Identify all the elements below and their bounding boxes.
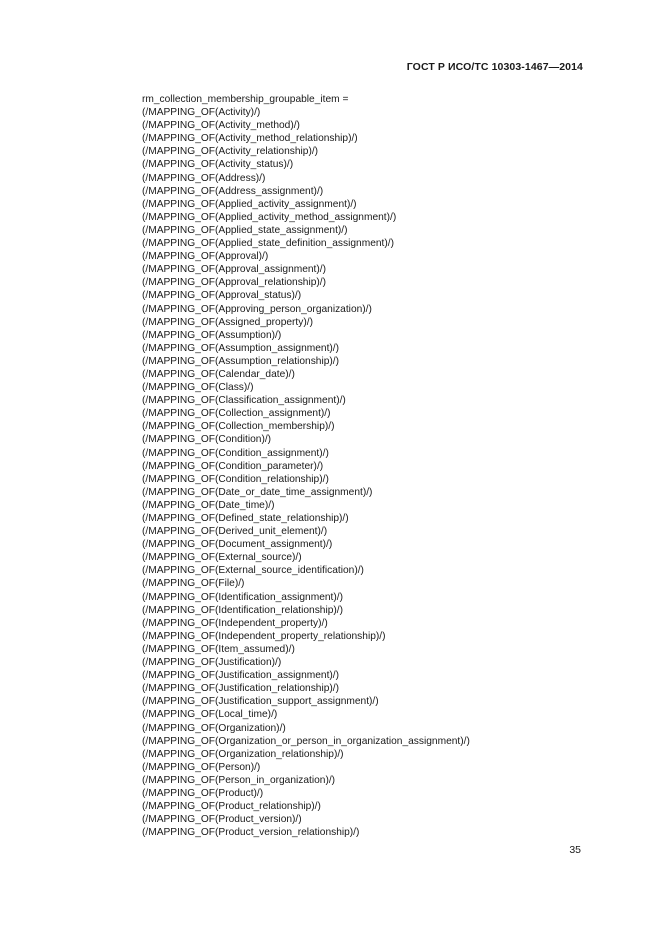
text-line: (/MAPPING_OF(Identification_relationship)/): [142, 604, 343, 616]
text-line: (/MAPPING_OF(Approval_relationship)/): [142, 277, 327, 289]
page-number: 35: [569, 844, 581, 856]
text-line: (/MAPPING_OF(External_source_identification)/): [142, 565, 364, 577]
text-line: (/MAPPING_OF(Product)/): [142, 787, 264, 799]
text-line: (/MAPPING_OF(Collection_assignment)/): [142, 408, 331, 420]
text-line: (/MAPPING_OF(Product_relationship)/): [142, 801, 321, 813]
text-line: (/MAPPING_OF(Collection_membership)/): [142, 421, 335, 433]
text-line: (/MAPPING_OF(Condition_relationship)/): [142, 473, 329, 485]
text-line: (/MAPPING_OF(Applied_activity_assignment)/): [142, 198, 357, 210]
text-line: (/MAPPING_OF(Activity_method)/): [142, 120, 300, 132]
text-line: (/MAPPING_OF(Condition_parameter)/): [142, 460, 324, 472]
text-line: (/MAPPING_OF(Identification_assignment)/): [142, 591, 343, 603]
text-line: (/MAPPING_OF(Activity_method_relationship)/): [142, 133, 358, 145]
text-line: rm_collection_membership_groupable_item =: [142, 94, 349, 105]
text-line: (/MAPPING_OF(Assigned_property)/): [142, 316, 313, 328]
text-line: (/MAPPING_OF(Approval)/): [142, 251, 269, 263]
mapping-list: [142, 93, 470, 839]
text-line: (/MAPPING_OF(Approval_status)/): [142, 290, 302, 302]
text-line: (/MAPPING_OF(Organization_relationship)/): [142, 748, 344, 760]
text-line: (/MAPPING_OF(Approving_person_organization)/): [142, 303, 372, 315]
text-line: (/MAPPING_OF(Applied_state_assignment)/): [142, 224, 348, 236]
text-line: (/MAPPING_OF(Activity_relationship)/): [142, 146, 319, 158]
text-line: (/MAPPING_OF(Justification_relationship)/): [142, 683, 340, 695]
text-line: (/MAPPING_OF(Assumption_assignment)/): [142, 342, 340, 354]
text-line: (/MAPPING_OF(Class)/): [142, 382, 254, 394]
text-line: (/MAPPING_OF(Date_time)/): [142, 499, 275, 511]
text-line: (/MAPPING_OF(Independent_property_relationship)/): [142, 630, 386, 642]
text-line: (/MAPPING_OF(Applied_state_definition_assignment)/): [142, 238, 394, 250]
text-line: (/MAPPING_OF(Classification_assignment)/): [142, 395, 346, 407]
text-line: (/MAPPING_OF(Applied_activity_method_assignment)/): [142, 211, 397, 223]
text-line: (/MAPPING_OF(Independent_property)/): [142, 617, 328, 629]
text-line: (/MAPPING_OF(Justification_assignment)/): [142, 670, 340, 682]
text-line: (/MAPPING_OF(File)/): [142, 578, 245, 590]
text-line: (/MAPPING_OF(Condition)/): [142, 434, 272, 446]
text-line: (/MAPPING_OF(Calendar_date)/): [142, 368, 295, 380]
text-line: (/MAPPING_OF(Assumption)/): [142, 329, 282, 341]
text-line: (/MAPPING_OF(Derived_unit_element)/): [142, 526, 328, 538]
text-line: (/MAPPING_OF(Document_assignment)/): [142, 539, 333, 551]
text-line: (/MAPPING_OF(Person_in_organization)/): [142, 774, 336, 786]
text-line: (/MAPPING_OF(Activity)/): [142, 107, 261, 119]
text-line: (/MAPPING_OF(Address)/): [142, 172, 266, 184]
text-line: (/MAPPING_OF(Item_assumed)/): [142, 643, 295, 655]
text-line: (/MAPPING_OF(Condition_assignment)/): [142, 447, 329, 459]
text-line: (/MAPPING_OF(Activity_status)/): [142, 159, 294, 171]
document-header: ГОСТ Р ИСО/ТС 10303-1467—2014: [406, 61, 583, 73]
text-line: (/MAPPING_OF(Product_version)/): [142, 814, 302, 826]
text-line: (/MAPPING_OF(External_source)/): [142, 552, 302, 564]
text-line: (/MAPPING_OF(Organization_or_person_in_organization_assignment)/): [142, 735, 470, 747]
text-line: (/MAPPING_OF(Local_time)/): [142, 709, 278, 721]
text-line: (/MAPPING_OF(Organization)/): [142, 722, 286, 734]
text-line: (/MAPPING_OF(Defined_state_relationship)/): [142, 513, 349, 524]
text-line: (/MAPPING_OF(Date_or_date_time_assignment)/): [142, 486, 373, 498]
text-line: (/MAPPING_OF(Address_assignment)/): [142, 185, 324, 197]
text-line: (/MAPPING_OF(Justification)/): [142, 657, 282, 669]
text-line: (/MAPPING_OF(Approval_assignment)/): [142, 264, 326, 276]
text-line: (/MAPPING_OF(Person)/): [142, 761, 261, 773]
text-line: (/MAPPING_OF(Assumption_relationship)/): [142, 355, 340, 367]
text-line: (/MAPPING_OF(Product_version_relationship)/): [142, 827, 360, 839]
text-line: (/MAPPING_OF(Justification_support_assignment)/): [142, 696, 379, 708]
